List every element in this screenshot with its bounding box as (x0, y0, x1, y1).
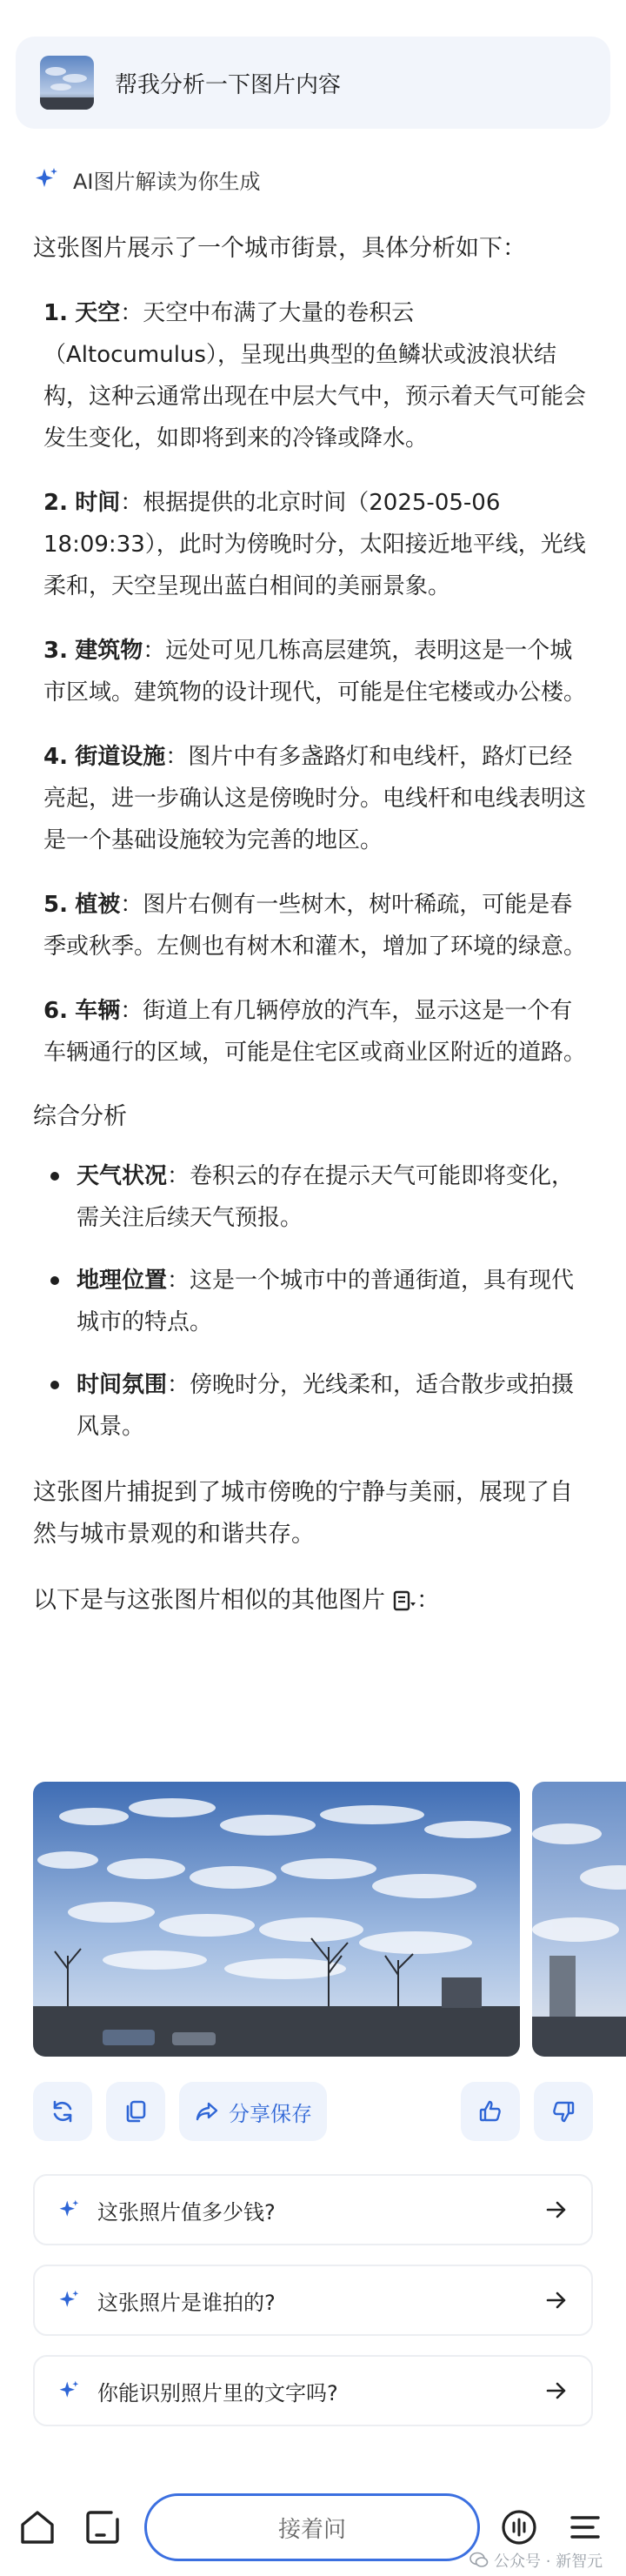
answer-conclusion: 这张图片捕捉到了城市傍晚的宁静与美丽，展现了自然与城市景观的和谐共存。 (33, 1479, 573, 1548)
item-title: 天空 (75, 300, 121, 326)
bullet-title: 时间氛围 (77, 1372, 168, 1398)
item-separator: ： (120, 300, 143, 326)
item-separator: ： (143, 638, 166, 664)
menu-icon[interactable] (565, 2507, 605, 2547)
bullet-text: 傍晚时分，光线柔和，适合散步或拍摄风景。 (77, 1372, 575, 1440)
watermark (470, 2549, 603, 2572)
arrow-right-icon (544, 2379, 569, 2403)
ask-followup-button[interactable] (144, 2493, 480, 2561)
similar-label-text: 以下是与这张图片相似的其他图片 (33, 1587, 385, 1614)
item-number: 6. (43, 998, 68, 1024)
item-separator: ： (120, 490, 143, 516)
summary-bullet-weather (77, 1155, 589, 1239)
regenerate-button[interactable] (33, 2082, 92, 2141)
item-separator: ： (165, 744, 189, 770)
list-icon[interactable] (392, 1589, 416, 1613)
item-text: 根据提供的北京时间（2025-05-06 18:09:33），此时为傍晚时分，太阳接近地平线，光线柔和，天空呈现出蓝白相间的美丽景象。 (43, 490, 586, 599)
analysis-item-buildings (43, 630, 589, 713)
item-number: 3. (43, 638, 68, 664)
thumbs-down-button[interactable] (534, 2082, 593, 2141)
item-number: 4. (43, 744, 68, 770)
sparkle-icon (57, 2379, 80, 2402)
sparkle-icon (57, 2198, 80, 2221)
ask-followup-label: 接着问 (277, 2516, 346, 2543)
similar-image-2[interactable] (532, 1782, 626, 2057)
analysis-item-vehicles (43, 990, 589, 1074)
suggestion-card[interactable] (33, 2355, 593, 2426)
bullet-title: 地理位置 (77, 1268, 168, 1294)
analysis-item-sky (43, 292, 589, 459)
item-text: 街道上有几辆停放的汽车，显示这是一个有车辆通行的区域，可能是住宅区或商业区附近的道路。 (43, 998, 587, 1066)
suggestion-text: 你能识别照片里的文字吗? (97, 2380, 338, 2405)
thumbs-down-icon (550, 2098, 576, 2124)
item-number: 2. (43, 490, 68, 516)
item-text: 远处可见几栋高层建筑，表明这是一个城市区域。建筑物的设计现代，可能是住宅楼或办公楼。 (43, 638, 587, 706)
item-text: 图片中有多盏路灯和电线杆，路灯已经亮起，进一步确认这是傍晚时分。电线杆和电线表明这是一个基础设施较为完善的地区。 (43, 744, 587, 853)
summary-title: 综合分析 (33, 1103, 127, 1130)
refresh-icon (50, 2098, 76, 2124)
query-text: 帮我分析一下图片内容 (115, 71, 342, 98)
share-save-button[interactable] (179, 2082, 327, 2141)
copy-icon (123, 2098, 149, 2124)
ai-tag-label: AI图片解读为你生成 (73, 169, 261, 194)
similar-label-suffix: ： (416, 1587, 440, 1614)
share-save-label: 分享保存 (229, 2101, 312, 2126)
answer-intro: 这张图片展示了一个城市街景，具体分析如下： (33, 235, 526, 262)
copy-button[interactable] (106, 2082, 165, 2141)
home-icon[interactable] (17, 2507, 57, 2547)
thumbs-up-icon (477, 2098, 503, 2124)
bullet-separator: ： (167, 1268, 190, 1294)
summary-bullet-location (77, 1260, 589, 1343)
bottom-bar (0, 2481, 626, 2576)
similar-images-label (33, 1580, 589, 1622)
sparkle-icon (57, 2289, 80, 2312)
item-number: 5. (43, 892, 68, 918)
tablet-icon[interactable] (83, 2507, 123, 2547)
wechat-icon (470, 2551, 489, 2570)
item-separator: ： (120, 998, 143, 1024)
bullet-separator: ： (167, 1372, 190, 1398)
item-title: 街道设施 (75, 744, 166, 770)
item-text: 图片右侧有一些树木，树叶稀疏，可能是春季或秋季。左侧也有树木和灌木，增加了环境的绿意。 (43, 892, 587, 960)
arrow-right-icon (544, 2288, 569, 2312)
sparkle-icon (33, 166, 59, 192)
bullet-text: 这是一个城市中的普通街道，具有现代城市的特点。 (77, 1268, 575, 1335)
arrow-right-icon (544, 2198, 569, 2222)
watermark-text: 公众号 · 新智元 (494, 2553, 603, 2571)
item-title: 植被 (75, 892, 121, 918)
item-text: 天空中布满了大量的卷积云（Altocumulus），呈现出典型的鱼鳞状或波浪状结构，这种云通常出现在中层大气中，预示着天气可能会发生变化，如即将到来的冷锋或降水。 (43, 300, 587, 452)
summary-bullet-atmosphere (77, 1364, 589, 1448)
voice-icon[interactable] (499, 2507, 539, 2547)
bullet-title: 天气状况 (77, 1163, 168, 1189)
item-title: 建筑物 (75, 638, 143, 664)
query-bubble (16, 37, 610, 129)
suggestion-text: 这张照片是谁拍的? (97, 2290, 276, 2315)
suggestion-text: 这张照片值多少钱? (97, 2199, 276, 2225)
ai-generated-tag (33, 162, 261, 197)
analysis-item-street (43, 736, 589, 861)
item-separator: ： (120, 892, 143, 918)
item-title: 车辆 (75, 998, 121, 1024)
bullet-text: 卷积云的存在提示天气可能即将变化，需关注后续天气预报。 (77, 1163, 575, 1231)
thumbs-up-button[interactable] (461, 2082, 520, 2141)
bullet-separator: ： (167, 1163, 190, 1189)
analysis-item-vegetation (43, 884, 589, 967)
action-row (0, 2082, 626, 2141)
item-title: 时间 (75, 490, 121, 516)
item-number: 1. (43, 300, 68, 326)
analysis-item-time (43, 482, 589, 607)
similar-image-1[interactable] (33, 1782, 520, 2057)
share-icon (194, 2098, 220, 2124)
similar-images-strip (33, 1782, 626, 2057)
suggestion-card[interactable] (33, 2174, 593, 2245)
suggestion-card[interactable] (33, 2265, 593, 2336)
answer-body (33, 228, 589, 1622)
query-image-thumbnail[interactable] (40, 56, 94, 110)
